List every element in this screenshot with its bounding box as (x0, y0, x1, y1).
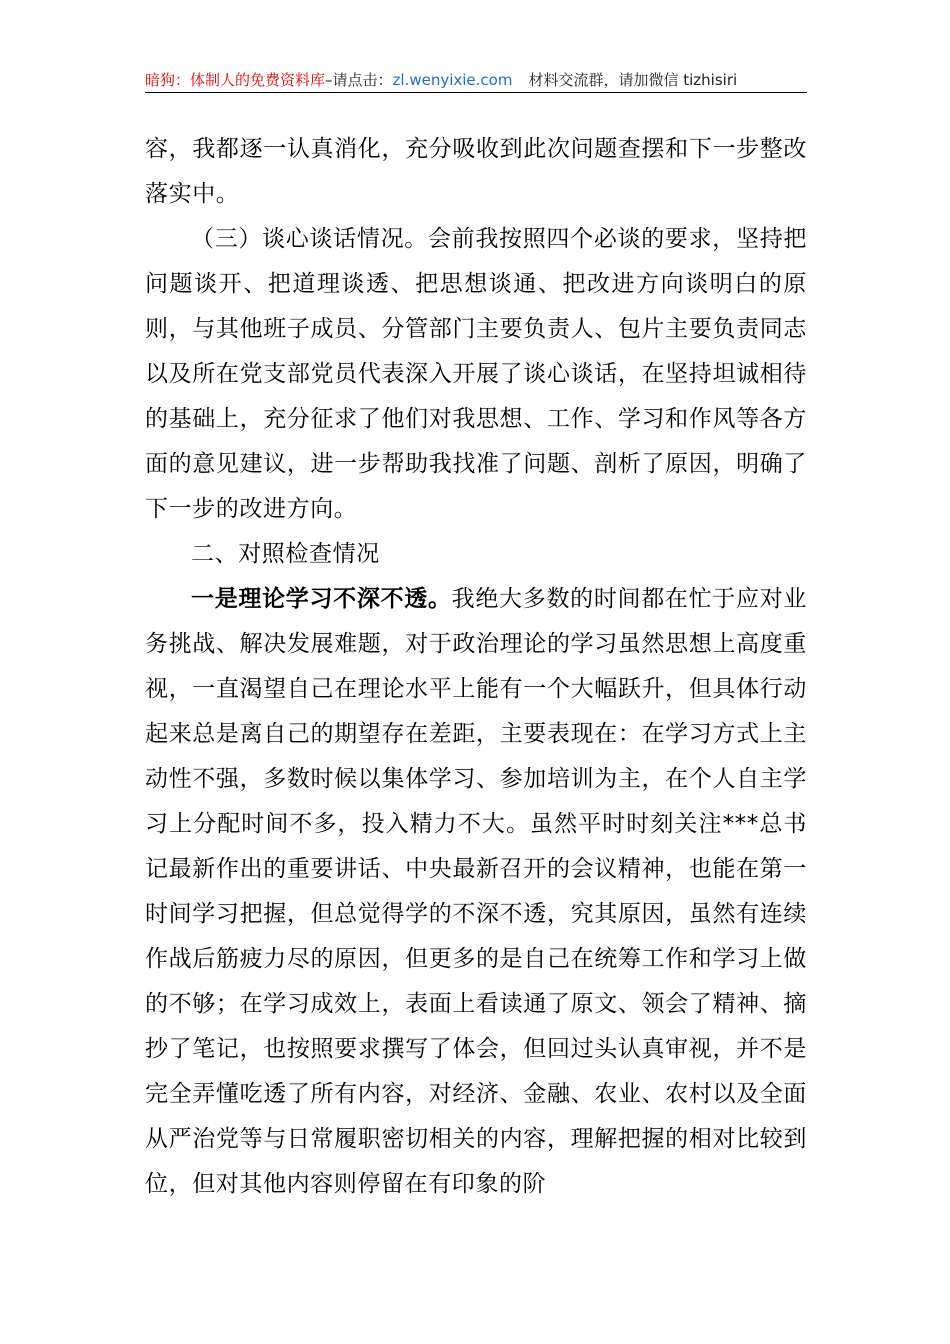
paragraph-lead-bold: 一是理论学习不深不透。 (191, 586, 452, 612)
site-name: 暗狗：体制人的免费资料库 (145, 71, 326, 89)
paragraph-theory-study (145, 577, 807, 1207)
click-prompt: –请点击： (325, 71, 393, 89)
paragraph-heart-to-heart-talks: （三）谈心谈话情况。会前我按照四个必谈的要求，坚持把问题谈开、把道理谈透、把思想谈通、把改进方向谈明白的原则，与其他班子成员、分管部门主要负责人、包片主要负责同志以及所在党支部党员代表深入开展了谈心谈话，在坚持坦诚相待的基础上，充分征求了他们对我思想、工作、学习和作风等各方面的意见建议，进一步帮助我找准了问题、剖析了原因，明确了下一步的改进方向。 (145, 226, 807, 522)
wechat-note: 材料交流群，请加微信 tizhisiri (528, 71, 738, 89)
page-header (145, 68, 807, 93)
paragraph-body: 我绝大多数的时间都在忙于应对业务挑战、解决发展难题，对于政治理论的学习虽然思想上高度重视，一直渴望自己在理论水平上能有一个大幅跃升，但具体行动起来总是离自己的期望存在差距，主要表现在：在学习方式上主动性不强，多数时候以集体学习、参加培训为主，在个人自主学习上分配时间不多，投入精力不大。虽然平时时刻关注***总书记最新作出的重要讲话、中央最新召开的会议精神，也能在第一时间学习把握，但总觉得学的不深不透，究其原因，虽然有连续作战后筋疲力尽的原因，但更多的是自己在统筹工作和学习上做的不够；在学习成效上，表面上看读通了原文、领会了精神、摘抄了笔记，也按照要求撰写了体会，但回过头认真审视，并不是完全弄懂吃透了所有内容，对经济、金融、农业、农村以及全面从严治党等与日常履职密切相关的内容，理解把握的相对比较到位，但对其他内容则停留在有印象的阶 (145, 586, 807, 1197)
section-heading-comparison-check: 二、对照检查情况 (191, 541, 380, 567)
document-body (145, 127, 807, 1207)
paragraph-continuation: 容，我都逐一认真消化，充分吸收到此次问题查摆和下一步整改落实中。 (145, 136, 807, 207)
site-link[interactable]: zl.wenyixie.com (392, 71, 513, 89)
